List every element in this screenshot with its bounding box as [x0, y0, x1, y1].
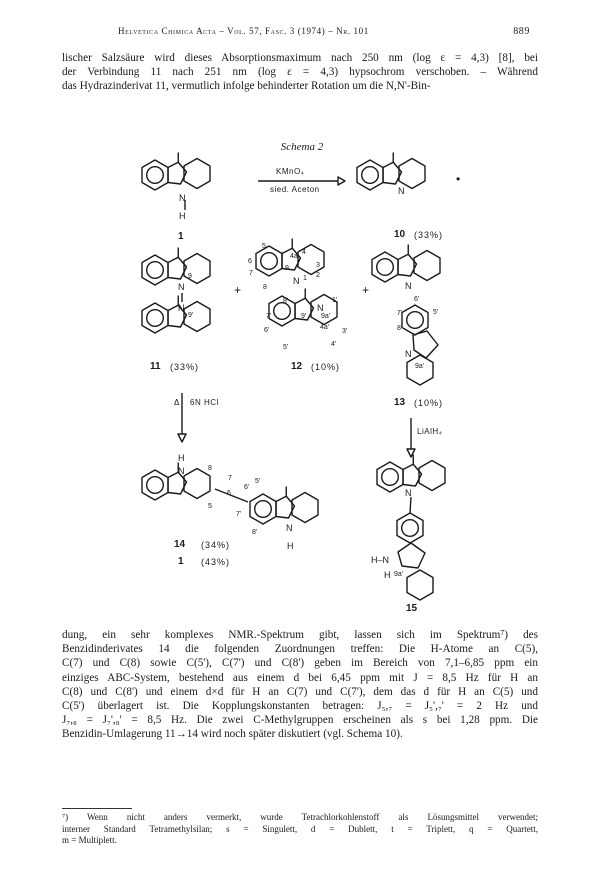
atom-locant-4a-prime: 4a' — [320, 324, 330, 331]
compound-number: 13 — [394, 397, 406, 408]
text-line: einziges ABC-System, bestehend aus einem d bei 6,45 ppm mit J = 8,5 Hz für H an — [62, 671, 538, 684]
benzene-ring — [142, 160, 168, 190]
reaction-arrow-kmno4 — [258, 177, 345, 185]
five-membered-ring — [398, 543, 425, 568]
atom-locant-7: 7 — [228, 475, 232, 482]
plus-sign: + — [234, 283, 242, 297]
five-membered-ring — [276, 496, 294, 518]
text-line: dung, ein sehr komplexes NMR.-Spektrum gibt, lassen sich im Spektrum⁷) des — [62, 629, 538, 641]
reagent-hcl: 6N HCl — [190, 398, 219, 407]
compound-yield: (10%) — [311, 362, 341, 372]
atom-locant-8: 8 — [263, 284, 267, 291]
text-line: C(7) und C(8) sowie C(5'), C(7') und C(8') geben im Bereich von 7,1–6,85 ppm ein — [62, 657, 538, 670]
text-line: der Verbindung 11 nach 251 nm (log ε = 4,3) hypsochrom verschoben. – Während — [62, 66, 538, 79]
atom-locant-9a-prime: 9a' — [394, 571, 404, 578]
cyclohexane-ring — [414, 251, 440, 281]
atom-hn: H–N — [371, 555, 390, 565]
five-membered-ring — [168, 257, 186, 279]
aromatic-circle — [377, 259, 394, 276]
benzene-ring — [372, 252, 398, 282]
atom-locant-6p: 6' — [414, 296, 420, 303]
atom-locant-9p: 9' — [301, 313, 307, 320]
aromatic-circle — [255, 501, 272, 518]
atom-locant-5: 5 — [262, 243, 266, 250]
atom-locant-5: 5 — [208, 503, 212, 510]
paragraph-top — [62, 51, 538, 94]
atom-h: H — [178, 453, 185, 463]
atom-n: N — [398, 186, 405, 196]
text-line: C(5') überlagert ist. Die Kopplungskonstanten betragen: J₅,₇ = J₅',₇' = 2 Hz und — [62, 700, 538, 713]
benzene-ring — [142, 255, 168, 285]
footnote-line: interner Standard Tetramethylsilan; s = Singulett, d = Dublett, t = Triplett, q = Quartett, — [62, 823, 538, 834]
five-membered-ring — [403, 464, 421, 486]
cyclohexane-ring — [407, 355, 433, 385]
atom-locant-9a-prime: 9a' — [415, 363, 425, 370]
cyclohexane-ring — [184, 469, 210, 499]
five-membered-ring — [398, 254, 416, 276]
running-head-title: Helvetica Chimica Acta – Vol. 57, Fasc. 3 (1974) – Nr. 101 — [118, 26, 369, 36]
benzene-ring — [397, 513, 423, 543]
text-line: Benzidinderivates 14 die folgenden Zuordnungen treffen: Die H-Atome an C(5), — [62, 643, 538, 656]
aromatic-circle — [407, 312, 424, 329]
atom-locant-6p: 6' — [244, 484, 250, 491]
compound-yield: (43%) — [201, 557, 231, 567]
text-line: C(8) und C(8') und einem d×d für H an C(7) und C(7'), dem das d für H an C(5) und — [62, 685, 538, 698]
reagent-lialh4: LiAlH₄ — [417, 427, 443, 436]
scheme-title: Schema 2 — [280, 141, 324, 153]
benzene-ring — [142, 470, 168, 500]
aromatic-circle — [147, 167, 164, 184]
five-membered-ring — [383, 162, 401, 184]
atom-n: N — [317, 303, 324, 313]
atom-n: N — [405, 488, 412, 498]
reagent-acetone: sied. Aceton — [270, 185, 320, 194]
paragraph-bottom — [62, 628, 538, 742]
atom-n: N — [178, 466, 185, 476]
page-number: 889 — [513, 26, 530, 37]
atom-locant-5p: 5' — [433, 309, 439, 316]
atom-locant-6: 6 — [227, 490, 231, 497]
cyclohexane-ring — [407, 570, 433, 600]
compound-number: 15 — [406, 603, 418, 614]
atom-n: N — [286, 523, 293, 533]
plus-sign: + — [362, 283, 370, 297]
aromatic-circle — [147, 262, 164, 279]
text-line: J₇,₈ = J₇',₈' = 8,5 Hz. Die zwei C-Methylgruppen erscheinen als s bei 1,28 ppm. Die — [62, 714, 538, 727]
aromatic-circle — [274, 303, 291, 320]
benzene-ring — [142, 303, 168, 333]
text-line: das Hydrazinderivat 11, vermutlich infolge behinderter Rotation um die N,N'-Bin- — [62, 80, 431, 93]
aromatic-circle — [402, 520, 419, 537]
atom-locant-1: 1 — [303, 275, 307, 282]
five-membered-ring — [168, 162, 186, 184]
compound-yield: (33%) — [170, 362, 200, 372]
atom-locant-2: 2 — [316, 272, 320, 279]
reaction-arrow-lialh4 — [407, 418, 415, 457]
atom-h: H — [384, 570, 391, 580]
benzene-ring — [357, 160, 383, 190]
atom-locant-3p: 3' — [342, 328, 348, 335]
atom-n: N — [178, 303, 185, 313]
running-header — [0, 26, 604, 40]
compound-yield: (34%) — [201, 540, 231, 550]
benzene-ring — [256, 246, 282, 276]
atom-locant-9a-prime: 9a' — [321, 313, 331, 320]
compound-number: 14 — [174, 539, 186, 550]
atom-locant-8p: 8' — [252, 529, 258, 536]
atom-locant-6: 6 — [248, 258, 252, 265]
aromatic-circle — [147, 477, 164, 494]
delta-symbol: Δ — [174, 398, 180, 407]
atom-h: H — [179, 211, 186, 221]
atom-h: H — [287, 541, 294, 551]
atom-locant-9p: 9' — [188, 312, 194, 319]
atom-locant-5p: 5' — [283, 344, 289, 351]
atom-locant-9: 9 — [285, 265, 289, 272]
footnote-line: ⁷) Wenn nicht anders vermerkt, wurde Tetrachlorkohlenstoff als Lösungsmittel verwendet; — [62, 812, 538, 822]
benzene-ring — [250, 494, 276, 524]
aromatic-circle — [261, 253, 278, 270]
benzene-ring — [377, 462, 403, 492]
atom-locant-7p: 7' — [266, 313, 272, 320]
atom-locant-7p: 7' — [236, 511, 242, 518]
atom-locant-4: 4 — [302, 249, 306, 256]
bullet-dot: • — [456, 172, 461, 186]
atom-locant-8p: 8' — [397, 325, 403, 332]
benzene-ring — [269, 296, 295, 326]
aromatic-circle — [147, 310, 164, 327]
cyclohexane-ring — [292, 493, 318, 523]
benzene-ring — [402, 305, 428, 335]
atom-locant-4p: 4' — [331, 341, 337, 348]
aromatic-circle — [362, 167, 379, 184]
footnote-rule — [62, 808, 132, 809]
text-line: lischer Salzsäure wird dieses Absorptionsmaximum nach 250 nm (log ε = 4,3) [8], bei — [62, 52, 538, 64]
aromatic-circle — [382, 469, 399, 486]
compound-number: 1 — [178, 556, 184, 567]
atom-n: N — [405, 349, 412, 359]
atom-locant-6p: 6' — [264, 327, 270, 334]
compound-yield: (10%) — [414, 398, 444, 408]
atom-locant-4a: 4a — [290, 253, 298, 260]
compound-number: 1 — [178, 231, 184, 242]
footnote — [62, 812, 538, 847]
five-membered-ring — [413, 331, 438, 358]
atom-locant-5p: 5' — [255, 478, 261, 485]
footnote-line: m = Multiplett. — [62, 835, 117, 845]
atom-locant-8p: 8' — [283, 298, 289, 305]
atom-locant-8: 8 — [208, 465, 212, 472]
compound-number: 11 — [150, 361, 161, 372]
atom-n: N — [179, 193, 186, 203]
text-line: Benzidin-Umlagerung 11→14 wird noch später diskutiert (vgl. Schema 10). — [62, 728, 403, 741]
compound-number: 10 — [394, 229, 406, 240]
bond — [410, 497, 411, 513]
atom-locant-7p: 7' — [397, 310, 403, 317]
atom-locant-9: 9 — [188, 273, 192, 280]
compound-yield: (33%) — [414, 230, 444, 240]
compound-number: 12 — [291, 361, 303, 372]
atom-n: N — [405, 281, 412, 291]
atom-locant-1p: 1' — [332, 297, 338, 304]
atom-locant-3: 3 — [316, 262, 320, 269]
atom-locant-7: 7 — [249, 270, 253, 277]
cyclohexane-ring — [399, 159, 425, 189]
atom-n: N — [293, 276, 300, 286]
reagent-kmno4: KMnO₄ — [276, 167, 305, 176]
cyclohexane-ring — [419, 461, 445, 491]
atom-n: N — [178, 282, 185, 292]
cyclohexane-ring — [184, 159, 210, 189]
